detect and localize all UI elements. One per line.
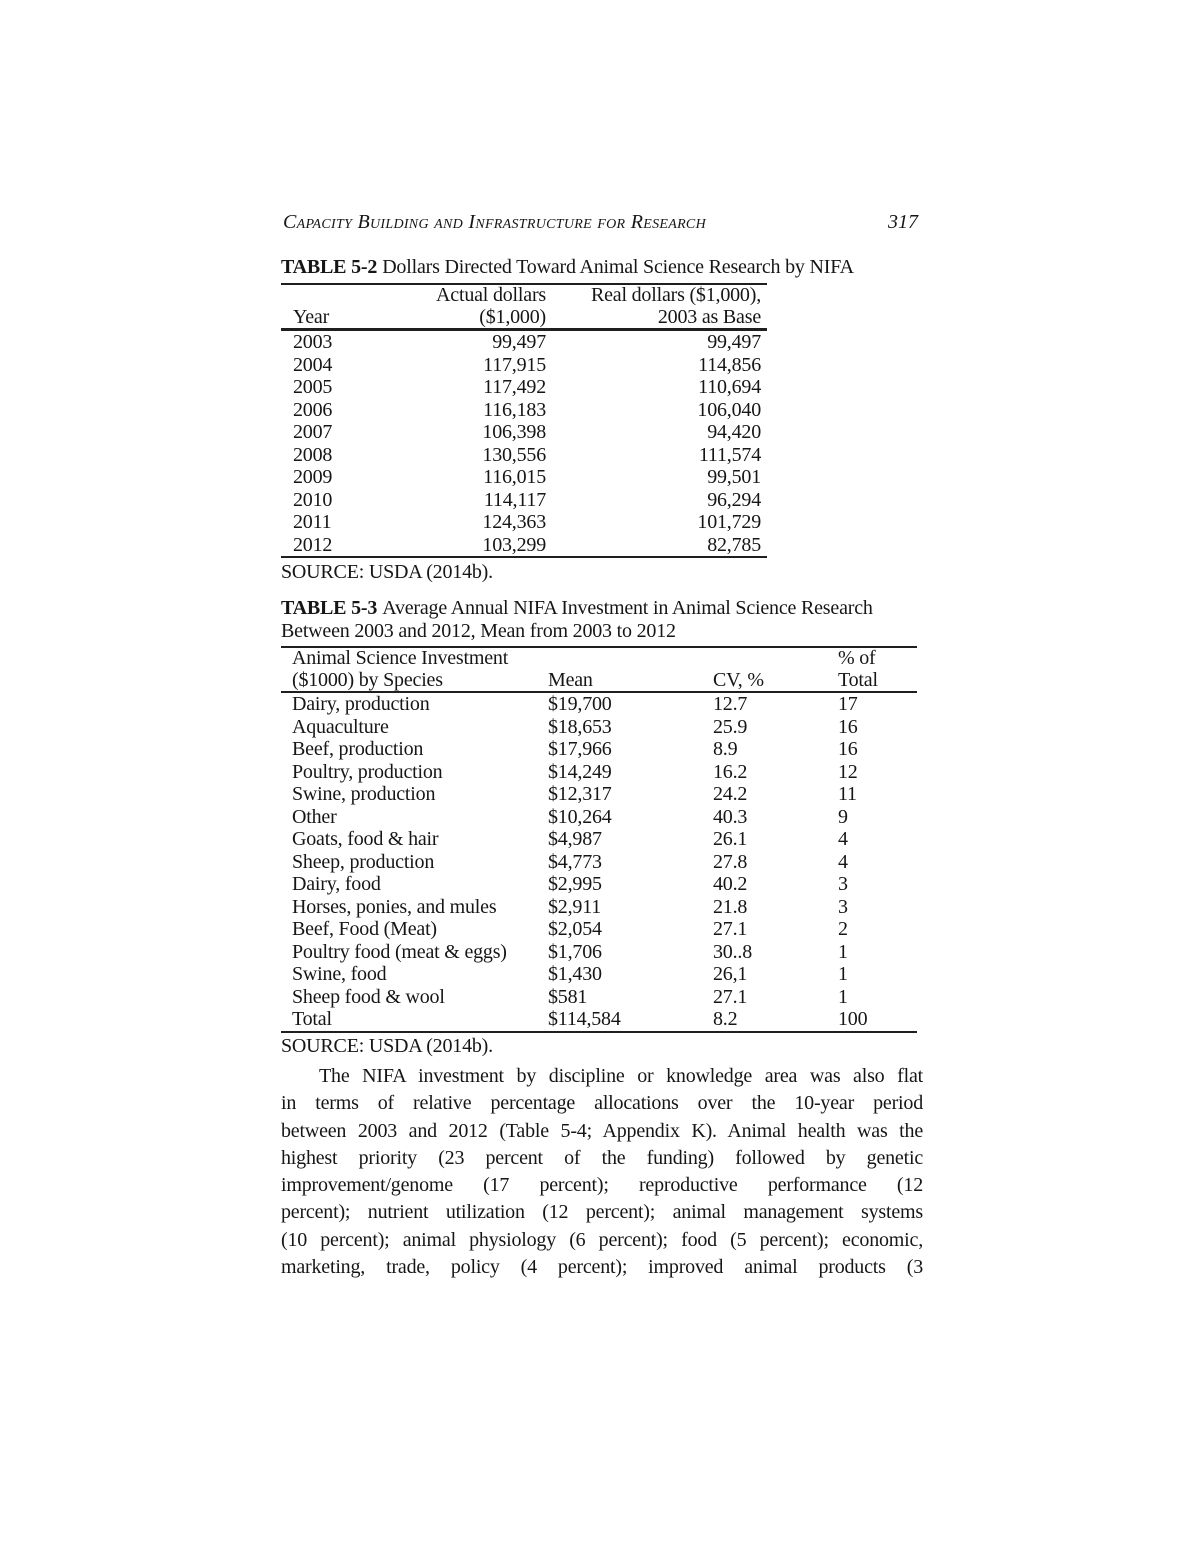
table-header-cell: % of [838,647,876,669]
table-cell: 2003 [293,331,333,353]
table-cell: 82,785 [707,533,761,556]
table-5-3-header [281,647,917,692]
table-header-row [281,670,917,693]
table-cell: 16 [838,715,858,738]
paragraph-line: marketing, trade, policy (4 percent); improved animal products (3 [281,1256,923,1279]
table-cell: $12,317 [548,783,612,805]
table-row [281,376,767,399]
table-cell: $1,430 [548,963,602,985]
table-5-3 [281,646,917,1033]
table-cell: 27.8 [713,850,748,873]
paragraph-line: The NIFA investment by discipline or knowledge area was also flat [319,1065,923,1087]
table-cell: $19,700 [548,693,612,715]
table-cell: 2009 [293,466,333,488]
table-header-cell: Real dollars ($1,000), [590,284,761,306]
table-header-cell: Animal Science Investment [292,647,509,669]
table-cell: Aquaculture [292,715,389,738]
paragraph-line: improvement/genome (17 percent); reproductive performance (12 [281,1174,923,1197]
table-row [281,354,767,377]
table-cell: $17,966 [548,738,612,760]
table-cell: 101,729 [697,511,761,533]
table-row [281,986,917,1009]
table-cell: 114,117 [483,488,546,511]
table-cell: 2006 [293,398,333,421]
table-cell: $14,249 [548,760,612,783]
table-cell: 2 [838,918,848,940]
table-row [281,511,767,534]
table-cell: $2,054 [548,918,602,940]
table-header-cell [281,284,421,307]
table-cell: Dairy, food [292,873,381,895]
table-cell: 21.8 [713,895,748,918]
table-cell: 3 [838,873,848,895]
table-5-3-body [281,692,917,1032]
table-cell: Swine, food [292,963,387,985]
table-cell: 1 [838,940,848,963]
table-5-2-source: SOURCE: USDA (2014b). [281,561,493,583]
table-cell: 24.2 [713,783,748,805]
table-cell: 8.2 [713,1008,738,1030]
table-cell: 4 [838,828,848,850]
table-header-cell: Total [838,668,878,691]
table-cell: 99,497 [707,331,761,353]
table-cell: 106,398 [482,421,546,443]
table-cell: 11 [838,783,857,805]
table-row [281,806,917,829]
table-cell: 117,915 [483,353,546,376]
table-row [281,963,917,986]
table-5-2-header [281,284,767,330]
table-5-2-body [281,330,767,558]
paragraph-line: highest priority (23 percent of the funding) followed by genetic [281,1146,923,1169]
table-cell: 2011 [293,511,332,533]
table-cell: 12 [838,760,858,783]
table-cell: 40.3 [713,805,748,828]
table-cell: 106,040 [697,398,761,421]
table-cell: Poultry, production [292,760,443,783]
table-row [281,828,917,851]
table-row [281,941,917,964]
table-row [281,918,917,941]
paragraph-line: between 2003 and 2012 (Table 5-4; Appendix K). Animal health was the [281,1119,923,1142]
table-cell: 114,856 [698,353,761,376]
table-cell: 116,015 [483,466,546,488]
table-cell: 117,492 [483,376,546,398]
table-header-cell: Mean [548,668,593,691]
table-5-3-title-line1: Average Annual NIFA Investment in Animal Science Research [382,597,873,619]
paragraph-line: (10 percent); animal physiology (6 percent); food (5 percent); economic, [281,1228,923,1251]
table-cell: 99,501 [707,466,761,488]
table-cell: Sheep food & wool [292,985,445,1008]
table-cell: 2008 [293,443,333,466]
table-row [281,444,767,467]
table-cell: 26.1 [713,828,748,850]
table-cell: 111,574 [698,443,761,466]
table-cell: 30..8 [713,940,753,963]
table-cell: Beef, Food (Meat) [292,918,437,940]
table-cell: 25.9 [713,715,748,738]
table-cell: 2005 [293,376,333,398]
table-cell: $1,706 [548,940,602,963]
table-row [281,896,917,919]
table-cell: 9 [838,805,848,828]
table-row [281,692,917,716]
table-header-cell: 2003 as Base [657,305,761,328]
table-header-row [281,307,767,330]
table-cell: Other [292,805,337,828]
table-header-cell [548,647,713,670]
table-cell: 94,420 [707,421,761,443]
table-cell: Poultry food (meat & eggs) [292,940,507,963]
table-row [281,851,917,874]
table-row [281,873,917,896]
table-5-2 [281,283,767,558]
paragraph-line: in terms of relative percentage allocations over the 10-year period [281,1092,923,1115]
table-row [281,489,767,512]
table-cell: Horses, ponies, and mules [292,895,497,918]
table-cell: $114,584 [548,1008,621,1030]
table-cell: $2,911 [548,895,602,918]
page-number: 317 [888,211,918,233]
table-cell: Beef, production [292,738,424,760]
table-row [281,534,767,558]
table-cell: 2010 [293,488,333,511]
table-cell: 2012 [293,533,333,556]
running-head: Capacity Building and Infrastructure for Research [283,211,706,233]
table-cell: 4 [838,850,848,873]
table-row [281,330,767,354]
table-header-cell [713,647,838,670]
table-cell: $10,264 [548,805,612,828]
table-row [281,783,917,806]
table-cell: Sheep, production [292,850,435,873]
table-5-2-title: Dollars Directed Toward Animal Science Research by NIFA [382,256,854,278]
table-cell: Dairy, production [292,693,430,715]
table-cell: 124,363 [482,511,546,533]
table-cell: 16.2 [713,760,748,783]
table-cell: $4,987 [548,828,602,850]
table-5-3-label: TABLE 5-3 [281,597,378,619]
table-header-row [281,284,767,307]
table-cell: 110,694 [698,376,761,398]
table-header-cell: ($1,000) [479,305,546,328]
table-cell: 17 [838,693,858,715]
table-cell: 1 [838,963,848,985]
table-cell: 3 [838,895,848,918]
table-cell: Goats, food & hair [292,828,439,850]
table-5-2-caption [281,256,921,279]
table-cell: 130,556 [482,443,546,466]
table-row [281,761,917,784]
table-cell: $581 [548,985,588,1008]
table-cell: $18,653 [548,715,612,738]
table-5-3-title-line2: Between 2003 and 2012, Mean from 2003 to 2012 [281,619,676,642]
table-5-3-caption [281,597,923,642]
table-header-cell: Actual dollars [436,284,546,306]
table-cell: 8.9 [713,738,738,760]
table-cell: 12.7 [713,693,748,715]
table-row [281,466,767,489]
table-cell: 16 [838,738,858,760]
table-cell: 96,294 [707,488,761,511]
table-cell: 26,1 [713,963,748,985]
table-cell: 27.1 [713,918,748,940]
table-row [281,716,917,739]
table-header-row [281,647,917,670]
table-cell: Swine, production [292,783,436,805]
table-header-cell: Year [293,305,330,328]
table-cell: 103,299 [482,533,546,556]
table-cell: 99,497 [492,331,546,353]
table-row [281,738,917,761]
table-cell: 100 [838,1008,868,1030]
table-cell: 2004 [293,353,333,376]
table-cell: 40.2 [713,873,748,895]
table-cell: Total [292,1008,332,1030]
table-row [281,1008,917,1032]
body-paragraph [281,1063,923,1281]
table-cell: 27.1 [713,985,748,1008]
table-row [281,421,767,444]
table-5-3-source: SOURCE: USDA (2014b). [281,1035,493,1057]
table-header-cell: ($1000) by Species [292,668,443,691]
table-cell: 2007 [293,421,333,443]
table-row [281,399,767,422]
table-cell: 1 [838,985,848,1008]
table-cell: $4,773 [548,850,602,873]
table-cell: 116,183 [483,398,546,421]
table-header-cell: CV, % [713,668,764,691]
table-5-2-label: TABLE 5-2 [281,256,378,278]
paragraph-line: percent); nutrient utilization (12 percent); animal management systems [281,1201,923,1224]
table-cell: $2,995 [548,873,602,895]
